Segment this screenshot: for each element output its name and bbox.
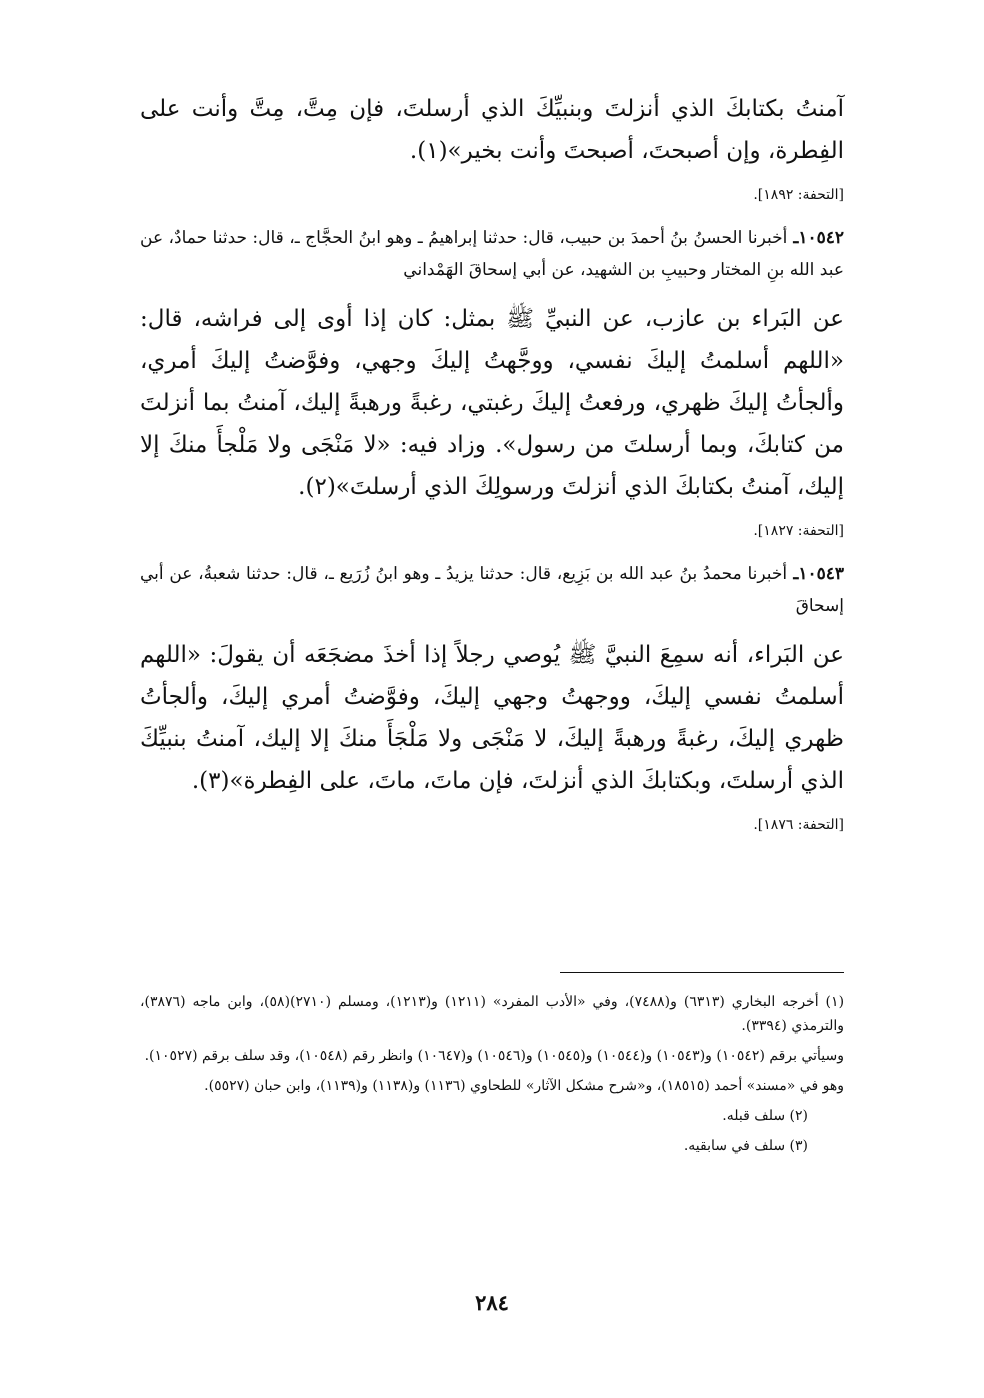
footnotes [140,990,844,1164]
isnad-text: أخبرنا الحسنُ بنُ أحمدَ بن حبيب، قال: حدثنا إبراهيمُ ـ وهو ابنُ الحجَّاج ـ، قال: حدثنا حمادٌ، عن عبد الله بنِ المختار وحبيبِ بن الشهيد، عن أبي إسحاقَ الهَمْداني [140,228,844,280]
intro-paragraph: آمنتُ بكتابكَ الذي أنزلتَ وبنبيِّكَ الذي أرسلتَ، فإن مِتَّ، مِتَّ وأنت على الفِطرة، وإن أصبحتَ، أصبحتَ وأنت بخير»(١). [140,96,844,164]
hadith-isnad [140,558,844,622]
footnote-1-continued: وسيأتي برقم (١٠٥٤٢) و(١٠٥٤٣) و(١٠٥٤٤) و(١٠٥٤٥) و(١٠٥٤٦) و(١٠٦٤٧) وانظر رقم (١٠٥٤٨)، وقد سلف برقم (١٠٥٢٧). [144,1048,844,1064]
tuhfa-reference: [التحفة: ١٨٩٢]. [753,187,844,203]
hadith-number: ١٠٥٤٣ [798,564,844,584]
footnote-1: (١) أخرجه البخاري (٦٣١٣) و(٧٤٨٨)، وفي «الأدب المفرد» (١٢١١) و(١٢١٣)، ومسلم (٢٧١٠)(٥٨)، وابن ماجه (٣٨٧٦)، والترمذي (٣٣٩٤). [140,994,845,1034]
footnote-2: (٢) سلف قبله. [722,1108,808,1124]
tuhfa-reference: [التحفة: ١٨٧٦]. [753,817,844,833]
hadith-isnad [140,222,844,286]
tuhfa-reference: [التحفة: ١٨٢٧]. [753,523,844,539]
footnote-3: (٣) سلف في سابقيه. [683,1138,808,1154]
number-dash: ـ [787,564,799,584]
isnad-text: أخبرنا محمدُ بنُ عبد الله بن بَزِيع، قال: حدثنا يزيدُ ـ وهو ابنُ زُرَيع ـ، قال: حدثنا شعبةُ، عن أبي إسحاقَ [140,564,844,616]
hadith-text: عن البَراء بن عازب، عن النبيِّ ﷺ بمثل: كان إذا أوى إلى فراشه، قال: «اللهم أسلمتُ إليكَ نفسي، ووجَّهتُ إليكَ وجهي، وفوَّضتُ إليكَ أمري، وألجأتُ إليكَ ظهري، ورفعتُ إليكَ رغبتي، رغبةً ورهبةً إليك، آمنتُ بما أنزلتَ من كتابكَ، وبما أرسلتَ من رسول». وزاد فيه: «لا مَنْجَى ولا مَلْجأَ منكَ إلا إليك، آمنتُ بكتابكَ الذي أنزلتَ ورسولِكَ الذي أرسلتَ»(٢). [140,306,844,500]
page-number: ٢٨٤ [475,1290,509,1315]
hadith-text: عن البَراء، أنه سمِعَ النبيَّ ﷺ يُوصي رجلاً إذا أخذَ مضجَعَه أن يقولَ: «اللهم أسلمتُ نفسي إليكَ، ووجهتُ وجهي إليكَ، وفوَّضتُ أمري إليكَ، وألجأتُ ظهري إليكَ، رغبةً ورهبةً إليكَ، لا مَنْجَى ولا مَلْجَأَ منكَ إلا إليك، آمنتُ بنبيِّكَ الذي أرسلتَ، وبكتابكَ الذي أنزلتَ، فإن ماتَ، ماتَ، على الفِطرة»(٣). [140,642,844,794]
hadith-number: ١٠٥٤٢ [798,228,845,248]
number-dash: ـ [787,228,799,248]
footnote-1-continued: وهو في «مسند» أحمد (١٨٥١٥)، و«شرح مشكل الآثار» للطحاوي (١١٣٦) و(١١٣٨) و(١١٣٩)، وابن حبان (٥٥٢٧). [204,1078,844,1094]
footnote-separator [560,972,844,973]
page-body [140,88,844,836]
